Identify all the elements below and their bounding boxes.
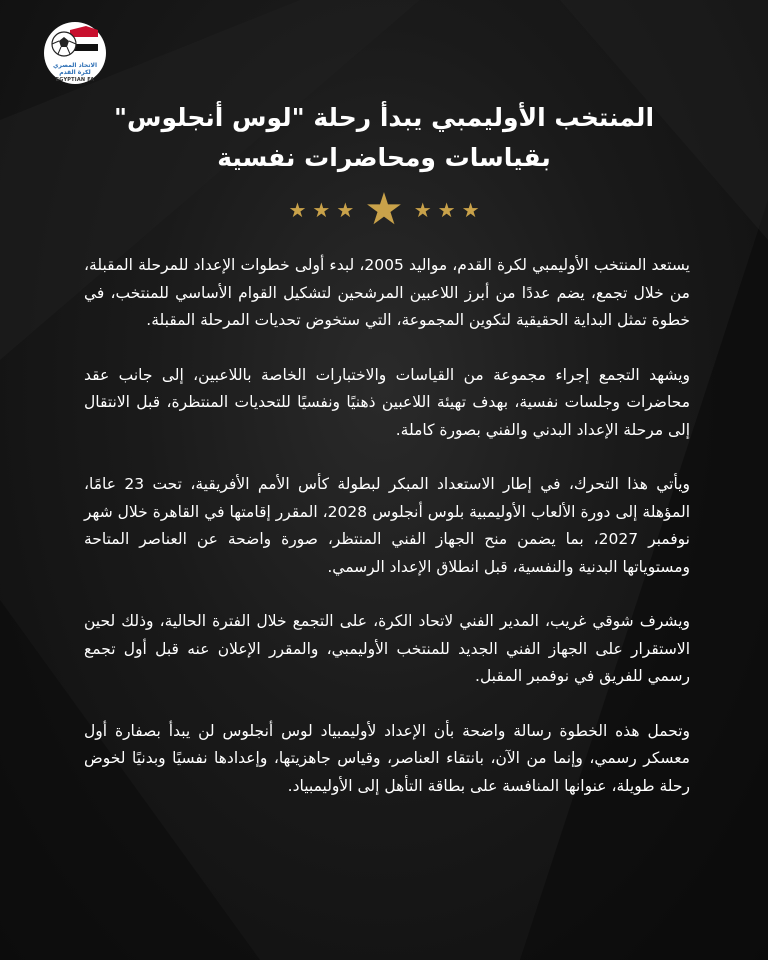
logo-arabic-text xyxy=(44,62,106,76)
star-icon: ★ xyxy=(288,198,307,222)
article-body xyxy=(84,252,690,827)
paragraph-3: ويأتي هذا التحرك، في إطار الاستعداد المبكر لبطولة كأس الأمم الأفريقية، تحت 23 عامًا، المؤهلة إلى دورة الألعاب الأوليمبية بلوس أنجلوس 2028، المقرر إقامتها في القاهرة خلال شهر نوفمبر 2027، بما يضمن منح الجهاز الفني المنتظر، صورة واضحة عن العناصر المتاحة ومستوياتها البدنية والنفسية، قبل انطلاق الإعداد الرسمي. xyxy=(84,475,691,576)
star-icon: ★ xyxy=(336,198,355,222)
paragraph-5: وتحمل هذه الخطوة رسالة واضحة بأن الإعداد لأوليمبياد لوس أنجلوس لن يبدأ بصفارة أول معسكر رسمي، وإنما من الآن، بانتقاء العناصر، وقياس جاهزيتها، وإعدادها نفسيًا وبدنيًا لخوض رحلة طويلة، عنوانها المنافسة على بطاقة التأهل إلى الأوليمبياد. xyxy=(84,721,690,795)
title-line-1: المنتخب الأوليمبي يبدأ رحلة "لوس أنجلوس" xyxy=(113,103,655,132)
page-title xyxy=(60,98,708,178)
star-icon-large: ★ xyxy=(364,184,404,235)
star-icon: ★ xyxy=(461,198,480,222)
logo-line-1: الاتحاد المصري xyxy=(53,62,97,69)
star-icon: ★ xyxy=(312,198,331,222)
paragraph-1: يستعد المنتخب الأوليمبي لكرة القدم، مواليد 2005، لبدء أولى خطوات الإعداد للمرحلة المقبلة، من خلال تجمع، يضم عددًا من أبرز اللاعبين المرشحين لتشكيل القوام الأساسي للمنتخب، في خطوة تمثل البداية الحقيقية لتكوين المجموعة، التي ستخوض تحديات المرحلة المقبلة. xyxy=(84,256,690,329)
logo-english-text: EGYPTIAN FA xyxy=(55,77,95,83)
logo-line-2: لكرة القدم xyxy=(59,69,91,76)
paragraph-2: ويشهد التجمع إجراء مجموعة من القياسات والاختبارات الخاصة باللاعبين، إلى جانب عقد محاضرات وجلسات نفسية، بهدف تهيئة اللاعبين ذهنيًا ونفسيًا للتحديات المنتظرة، قبل الانتقال إلى مرحلة الإعداد البدني والفني بصورة كاملة. xyxy=(84,365,690,439)
title-line-2: بقياسات ومحاضرات نفسية xyxy=(217,143,551,172)
star-icon: ★ xyxy=(437,198,456,222)
paragraph-4: ويشرف شوقي غريب، المدير الفني لاتحاد الكرة، على التجمع خلال الفترة الحالية، وذلك لحين الاستقرار على الجهاز الفني الجديد للمنتخب الأوليمبي، والمقرر الإعلان عنه قبل أول تجمع رسمي للفريق في نوفمبر المقبل. xyxy=(84,612,690,685)
stars-divider xyxy=(0,184,768,235)
star-icon: ★ xyxy=(413,198,432,222)
